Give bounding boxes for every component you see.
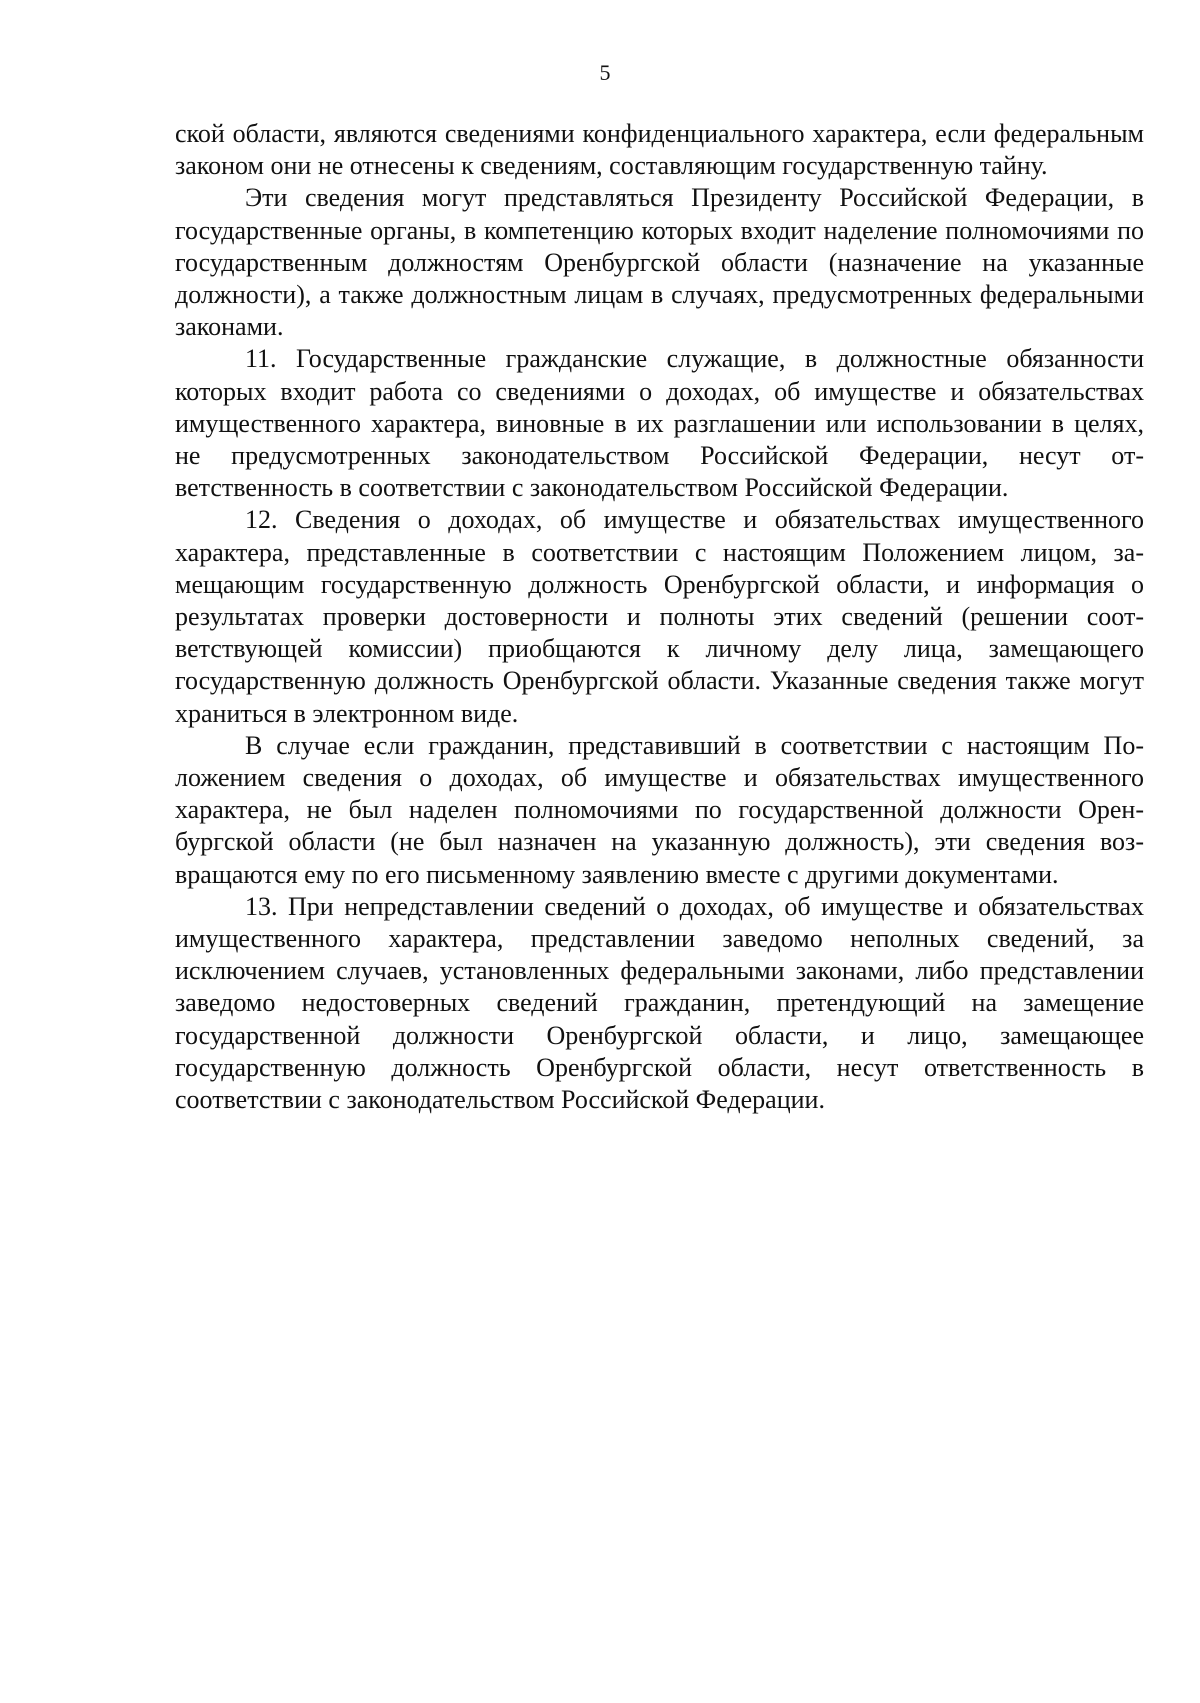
document-body <box>175 118 1144 1116</box>
paragraph-item-11: 11. Государственные гражданские служащие, в должностные обязанности которых входит работа со сведениями о доходах, об имуществе и обязательствах имущественного характера, виновные в их разглашении или использовании в целях, не предусмотренных законодательством Российской Федерации, несут ответственность в соответствии с законодательством Российской Федерации. <box>175 344 1144 503</box>
paragraph-item-13: 13. При непредставлении сведений о доходах, об имуществе и обязательствах имущественного характера, представлении заведомо неполных сведений, за исключением случаев, установленных федеральными законами, либо представлении заведомо недостоверных сведений гражданин, претендующий на замещение государственной должности Оренбургской области, и лицо, замещающее государственную должность Оренбургской области, несут ответственность в соответствии с законодательством Российской Федерации. <box>175 891 1144 1115</box>
paragraph-item-12: 12. Сведения о доходах, об имуществе и обязательствах имущественного характера, представленные в соответствии с настоящим Положением лицом, замещающим государственную должность Оренбургской области, и информация о результатах проверки достоверности и полноты этих сведений (решении соответствующей комиссии) приобщаются к личному делу лица, замещающего государственную должность Оренбургской области. Указанные сведения также могут храниться в электронном виде. <box>175 505 1144 728</box>
paragraph-continuation: ской области, являются сведениями конфиденциального характера, если федеральным законом они не отнесены к сведениям, составляющим государственную тайну. <box>175 119 1144 181</box>
page-number: 5 <box>599 60 611 85</box>
paragraph-return-documents: В случае если гражданин, представивший в соответствии с настоящим Положением сведения о доходах, об имуществе и обязательствах имущественного характера, не был наделен полномочиями по государственной должности Оренбургской области (не был назначен на указанную должность), эти сведения возвращаются ему по его письменному заявлению вместе с другими документами. <box>175 730 1144 889</box>
paragraph-recipients: Эти сведения могут представляться Президенту Российской Федерации, в государственные органы, в компетенцию которых входит наделение полномочиями по государственным должностям Оренбургской области (назначение на указанные должности), а также должностным лицам в случаях, предусмотренных федеральными законами. <box>175 183 1144 342</box>
